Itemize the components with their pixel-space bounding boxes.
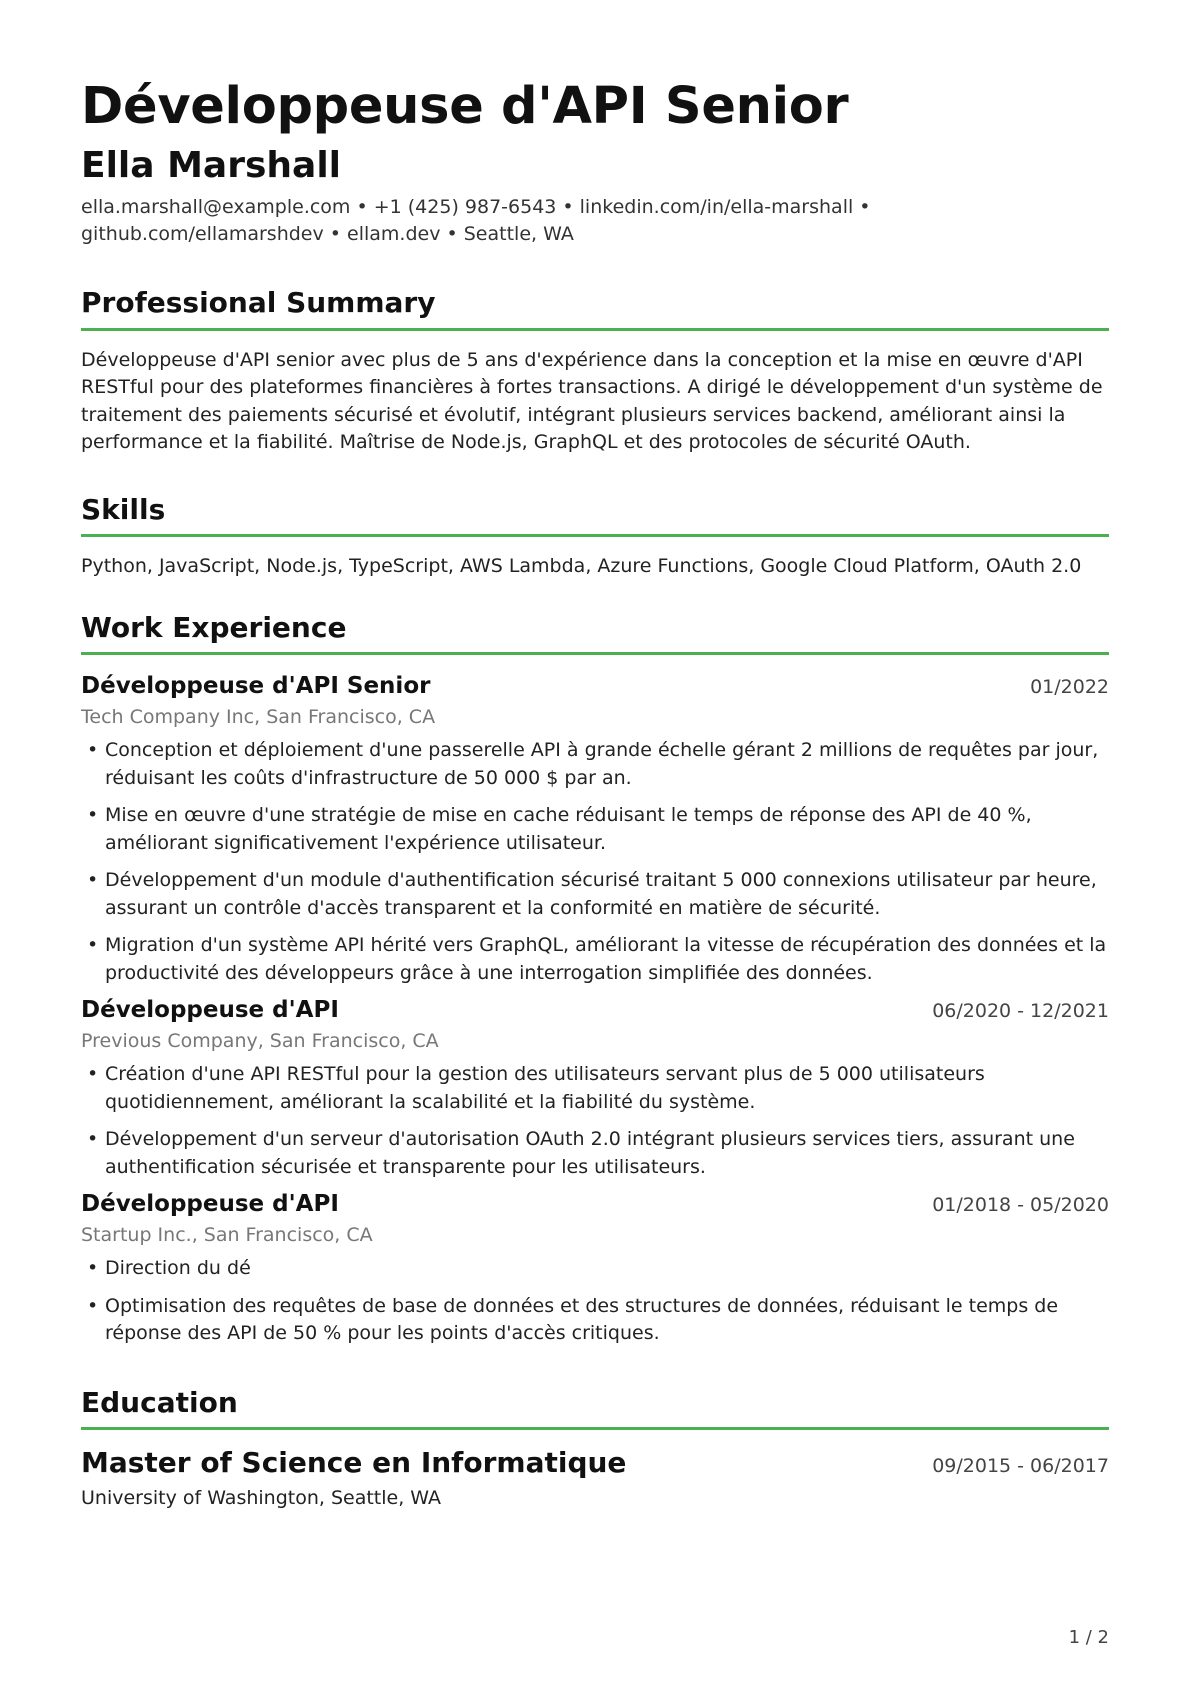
job-entry xyxy=(81,997,1109,1181)
job-company: Tech Company Inc, San Francisco, CA xyxy=(81,706,436,729)
job-company: Previous Company, San Francisco, CA xyxy=(81,1030,439,1053)
skills-section xyxy=(81,493,1109,581)
job-title: Développeuse d'API xyxy=(81,997,339,1024)
bullet-item: • Conception et déploiement d'une passerelle API à grande échelle gérant 2 millions de requêtes par jour, réduisant les coûts d'infrastructure de 50 000 $ par an. xyxy=(81,737,1109,792)
job-bullets xyxy=(81,737,1109,987)
degree-title: Master of Science en Informatique xyxy=(81,1446,627,1480)
summary-heading: Professional Summary xyxy=(81,286,1109,331)
contact-line: ella.marshall@example.com • +1 (425) 987-6543 • linkedin.com/in/ella-marshall • github.com/ellamarshdev • ellam.dev • Seattle, WA xyxy=(81,196,871,246)
job-title: Développeuse d'API xyxy=(81,1191,339,1218)
job-entry xyxy=(81,673,1109,987)
job-title: Développeuse d'API Senior xyxy=(81,673,431,700)
page-number: 1 / 2 xyxy=(1068,1627,1109,1648)
summary-text: Développeuse d'API senior avec plus de 5 ans d'expérience dans la conception et la mise en œuvre d'API RESTful pour des plateformes financières à fortes transactions. A dirigé le développement d'un système de traitement des paiements sécurisé et évolutif, intégrant plusieurs services backend, améliorant ainsi la performance et la fiabilité. Maîtrise de Node.js, GraphQL et des protocoles de sécurité OAuth. xyxy=(81,348,1103,454)
job-date: 06/2020 - 12/2021 xyxy=(932,1000,1109,1023)
bullet-item: • Création d'une API RESTful pour la gestion des utilisateurs servant plus de 5 000 utilisateurs quotidiennement, améliorant la scalabilité et la fiabilité du système. xyxy=(81,1061,1109,1116)
education-date: 09/2015 - 06/2017 xyxy=(932,1455,1109,1478)
bullet-item: • Optimisation des requêtes de base de données et des structures de données, réduisant le temps de réponse des API de 50 % pour les points d'accès critiques. xyxy=(81,1293,1109,1348)
job-company: Startup Inc., San Francisco, CA xyxy=(81,1224,373,1247)
education-heading: Education xyxy=(81,1386,1109,1431)
job-bullets xyxy=(81,1255,1109,1348)
education-section xyxy=(81,1386,1109,1510)
bullet-item: • Migration d'un système API hérité vers GraphQL, améliorant la vitesse de récupération des données et la productivité des développeurs grâce à une interrogation simplifiée des données. xyxy=(81,932,1109,987)
experience-heading: Work Experience xyxy=(81,611,1109,656)
summary-section xyxy=(81,286,1109,457)
bullet-item: • Développement d'un module d'authentification sécurisé traitant 5 000 connexions utilisateur par heure, assurant un contrôle d'accès transparent et la conformité en matière de sécurité. xyxy=(81,867,1109,922)
education-school: University of Washington, Seattle, WA xyxy=(81,1487,442,1510)
document-title: Développeuse d'API Senior xyxy=(81,77,849,136)
skills-heading: Skills xyxy=(81,493,1109,538)
job-entry xyxy=(81,1191,1109,1348)
job-date: 01/2022 xyxy=(1030,676,1109,699)
experience-section xyxy=(81,611,1109,1348)
bullet-item: • Mise en œuvre d'une stratégie de mise en cache réduisant le temps de réponse des API de 40 %, améliorant significativement l'expérience utilisateur. xyxy=(81,802,1109,857)
skills-text: Python, JavaScript, Node.js, TypeScript, AWS Lambda, Azure Functions, Google Cloud Platform, OAuth 2.0 xyxy=(81,555,1082,578)
job-bullets xyxy=(81,1061,1109,1181)
bullet-item: • Direction du dé xyxy=(81,1255,1109,1283)
bullet-item: • Développement d'un serveur d'autorisation OAuth 2.0 intégrant plusieurs services tiers, assurant une authentification sécurisée et transparente pour les utilisateurs. xyxy=(81,1126,1109,1181)
candidate-name: Ella Marshall xyxy=(81,144,341,186)
job-date: 01/2018 - 05/2020 xyxy=(932,1194,1109,1217)
